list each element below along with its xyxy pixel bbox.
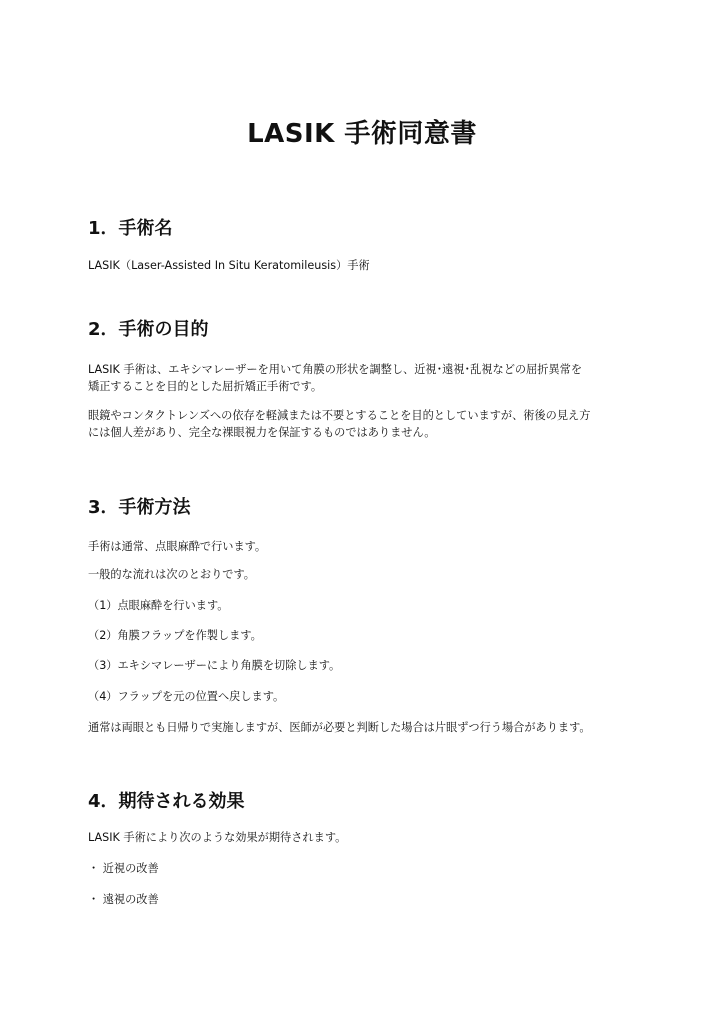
- method-text-flow-intro: 一般的な流れは次のとおりです。: [88, 568, 255, 581]
- method-text-anesthesia: 手術は通常、点眼麻酔で行います。: [88, 540, 267, 553]
- purpose-text-line-2: 矯正することを目的とした屈折矯正手術です。: [88, 380, 323, 393]
- effects-item-myopia: ・ 近視の改善: [88, 862, 159, 875]
- purpose-text-line-4: には個人差があり、完全な裸眼視力を保証するものではありません。: [88, 426, 436, 439]
- method-step-3: （3）エキシマレーザーにより角膜を切除します。: [88, 659, 341, 672]
- section-heading-method: 3．手術方法: [88, 497, 191, 518]
- effects-text-intro: LASIK 手術により次のような効果が期待されます。: [88, 831, 347, 844]
- purpose-text-line-3: 眼鏡やコンタクトレンズへの依存を軽減または不要とすることを目的としていますが、術後の見え方: [88, 409, 591, 422]
- method-step-2: （2）角膜フラップを作製します。: [88, 629, 262, 642]
- method-text-daycare: 通常は両眼とも日帰りで実施しますが、医師が必要と判断した場合は片眼ずつ行う場合があります。: [88, 721, 591, 734]
- purpose-text-line-1: LASIK 手術は、エキシマレーザーを用いて角膜の形状を調整し、近視･遠視･乱視などの屈折異常を: [88, 363, 583, 376]
- section-heading-purpose: 2．手術の目的: [88, 319, 209, 340]
- section-heading-expected-effects: 4．期待される効果: [88, 791, 245, 812]
- method-step-4: （4）フラップを元の位置へ戻します。: [88, 690, 285, 703]
- surgery-name-text: LASIK（Laser-Assisted In Situ Keratomileusis）手術: [88, 259, 370, 272]
- effects-item-hyperopia: ・ 遠視の改善: [88, 893, 159, 906]
- section-heading-surgery-name: 1．手術名: [88, 218, 173, 239]
- method-step-1: （1）点眼麻酔を行います。: [88, 599, 229, 612]
- document-title: LASIK 手術同意書: [247, 119, 477, 149]
